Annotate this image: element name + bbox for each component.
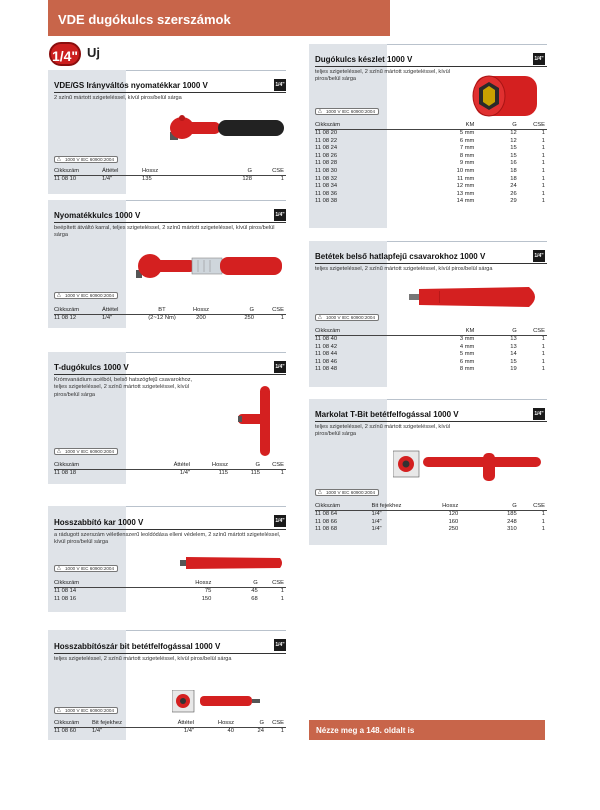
section-description: Krómvanádium acélból, belső hatszögfejű csavarokhoz, teljes szigeteléssel, 2 színű mártott szigeteléssel, kívül piros/belül sárga — [54, 377, 193, 398]
section-description: teljes szigeteléssel, 2 színű mártott szigeteléssel, kívül piros/belül sárga — [315, 69, 450, 83]
spec-table: Cikkszám Áttétel Hossz G CSE 11 08 18 1/4" 115 115 1 — [54, 462, 284, 476]
t-bit-holder-image — [393, 447, 545, 483]
table-row: 11 08 18 1/4" 115 115 1 — [54, 470, 284, 476]
section-title: Hosszabbítószár bit betétfelfogással 1000 V — [54, 642, 221, 651]
table-row: 11 08 22 6 mm 12 1 — [315, 137, 545, 144]
standard-label: △ 1000 V IEC 60900:2004 — [54, 565, 118, 572]
product-section-t-wrench — [48, 352, 286, 486]
hex-socket-image — [409, 283, 545, 311]
table-row: 11 08 28 9 mm 16 1 — [315, 160, 545, 167]
spec-table: Cikkszám Hossz G CSE 11 08 14 75 45 1 11 08 16 150 68 1 — [54, 580, 284, 602]
size-tag: 1/4" — [274, 79, 286, 91]
table-row: 11 08 68 1/4" 250 310 1 — [315, 526, 545, 533]
standard-label: △ 1000 V IEC 60900:2004 — [315, 108, 379, 115]
table-row: 11 08 60 1/4" 1/4" 40 24 1 — [54, 728, 284, 734]
footer-note: Nézze meg a 148. oldalt is — [316, 726, 415, 735]
socket-image — [469, 70, 541, 120]
table-row: 11 08 16 150 68 1 — [54, 595, 284, 602]
table-row: 11 08 44 5 mm 14 1 — [315, 351, 545, 358]
product-section-ratchet — [48, 70, 286, 196]
size-tag: 1/4" — [274, 515, 286, 527]
spec-table: Cikkszám Bit fejekhez Áttétel Hossz G CSE 11 08 60 1/4" 1/4" 40 24 1 — [54, 720, 284, 734]
spec-table: Cikkszám KM G CSE 11 08 40 3 mm 13 1 11 08 42 4 mm 13 1 11 08 44 5 mm 14 1 11 08 46 6 mm 15 1 11 08 48 8 mm 19 1 — [315, 328, 545, 373]
table-row: 11 08 14 75 45 1 — [54, 588, 284, 594]
product-section-socket-set — [309, 44, 547, 230]
table-row: 11 08 40 3 mm 13 1 — [315, 336, 545, 342]
table-row: 11 08 46 6 mm 15 1 — [315, 358, 545, 365]
section-description: 2 színű mártott szigeteléssel, kívül piros/belül sárga — [54, 95, 182, 101]
section-title: Dugókulcs készlet 1000 V — [315, 55, 413, 64]
table-row: 11 08 64 1/4" 120 185 1 — [315, 511, 545, 517]
t-wrench-image — [238, 382, 284, 460]
section-description: teljes szigeteléssel, 2 színű mártott szigeteléssel, kívül piros/belül sárga — [315, 266, 493, 272]
table-row: 11 08 12 1/4" (2~12 Nm) 200 250 1 — [54, 315, 284, 321]
standard-label: △ 1000 V IEC 60900:2004 — [54, 156, 118, 163]
product-section-t-bit-holder — [309, 399, 547, 547]
section-title: Betétek belső hatlapfejű csavarokhoz 1000 V — [315, 252, 486, 261]
size-tag: 1/4" — [533, 250, 545, 262]
new-label: Uj — [87, 45, 100, 60]
size-tag: 1/4" — [274, 209, 286, 221]
product-section-hex-sockets — [309, 241, 547, 389]
table-row: 11 08 38 14 mm 29 1 — [315, 198, 545, 205]
bit-holder-extension-image — [172, 690, 284, 714]
table-row: 11 08 24 7 mm 15 1 — [315, 145, 545, 152]
spec-table: Cikkszám Bit fejekhez Hossz G CSE 11 08 64 1/4" 120 185 1 11 08 66 1/4" 160 248 1 11 08 68 1/4" 250 310 1 — [315, 503, 545, 533]
table-row: 11 08 10 1/4" 135 128 1 — [54, 176, 284, 182]
table-row: 11 08 48 8 mm 19 1 — [315, 366, 545, 373]
section-title: VDE/GS Irányváltós nyomatékkar 1000 V — [54, 81, 208, 90]
table-row: 11 08 34 12 mm 24 1 — [315, 183, 545, 190]
section-description: teljes szigeteléssel, 2 színű mártott szigeteléssel, kívül piros/belül sárga — [54, 656, 232, 662]
section-title: T-dugókulcs 1000 V — [54, 363, 129, 372]
size-tag: 1/4" — [533, 53, 545, 65]
standard-label: △ 1000 V IEC 60900:2004 — [54, 707, 118, 714]
standard-label: △ 1000 V IEC 60900:2004 — [54, 448, 118, 455]
size-tag: 1/4" — [274, 361, 286, 373]
torque-wrench-image — [132, 248, 284, 288]
extension-bar-image — [180, 553, 286, 573]
spec-table: Cikkszám Áttétel Hossz G CSE 11 08 10 1/4" 135 128 1 — [54, 168, 284, 182]
standard-label: △ 1000 V IEC 60900:2004 — [315, 314, 379, 321]
table-row: 11 08 66 1/4" 160 248 1 — [315, 518, 545, 525]
standard-label: △ 1000 V IEC 60900:2004 — [54, 292, 118, 299]
table-row: 11 08 42 4 mm 13 1 — [315, 343, 545, 350]
ratchet-image — [168, 110, 286, 150]
table-row: 11 08 30 10 mm 18 1 — [315, 167, 545, 174]
spec-table: Cikkszám KM G CSE 11 08 20 5 mm 12 1 11 08 22 6 mm 12 1 11 08 24 7 mm 15 1 11 08 26 8 mm 15 1 11 08 28 9 mm 16 1 11 08 30 10 mm 18 1 11 08 32 11 mm 18 1 11 08 34 12 mm 24 1 11 08 36 13 mm 26 1 11 08 38 14 mm 29 1 — [315, 122, 545, 205]
section-description: teljes szigeteléssel, 2 színű mártott szigeteléssel, kívül piros/belül sárga — [315, 424, 450, 438]
size-tag: 1/4" — [533, 408, 545, 420]
section-title: Markolat T-Bit betétfelfogással 1000 V — [315, 410, 459, 419]
table-row: 11 08 26 8 mm 15 1 — [315, 152, 545, 159]
section-title: Nyomatékkulcs 1000 V — [54, 211, 141, 220]
page-title: VDE dugókulcs szerszámok — [58, 12, 231, 27]
section-description: beépített átváltó karral, teljes szigeteléssel, 2 színű mártott szigeteléssel, kívül piros/belül sárga — [54, 225, 275, 239]
section-title: Hosszabbító kar 1000 V — [54, 518, 144, 527]
table-row: 11 08 36 13 mm 26 1 — [315, 190, 545, 197]
product-section-torque-wrench — [48, 200, 286, 330]
section-description: a rádugott szerszám véletlenszerű leoldódása elleni védelem, 2 színű mártott szigeteléssel, kívül piros/belül sárga — [54, 532, 281, 546]
product-section-bit-holder-extension — [48, 630, 286, 742]
product-section-extension-bar — [48, 506, 286, 614]
size-badge: 1/4" — [49, 42, 81, 66]
standard-label: △ 1000 V IEC 60900:2004 — [315, 489, 379, 496]
table-row: 11 08 20 5 mm 12 1 — [315, 130, 545, 136]
table-row: 11 08 32 11 mm 18 1 — [315, 175, 545, 182]
spec-table: Cikkszám Áttétel BT Hossz G CSE 11 08 12 1/4" (2~12 Nm) 200 250 1 — [54, 307, 284, 321]
size-tag: 1/4" — [274, 639, 286, 651]
